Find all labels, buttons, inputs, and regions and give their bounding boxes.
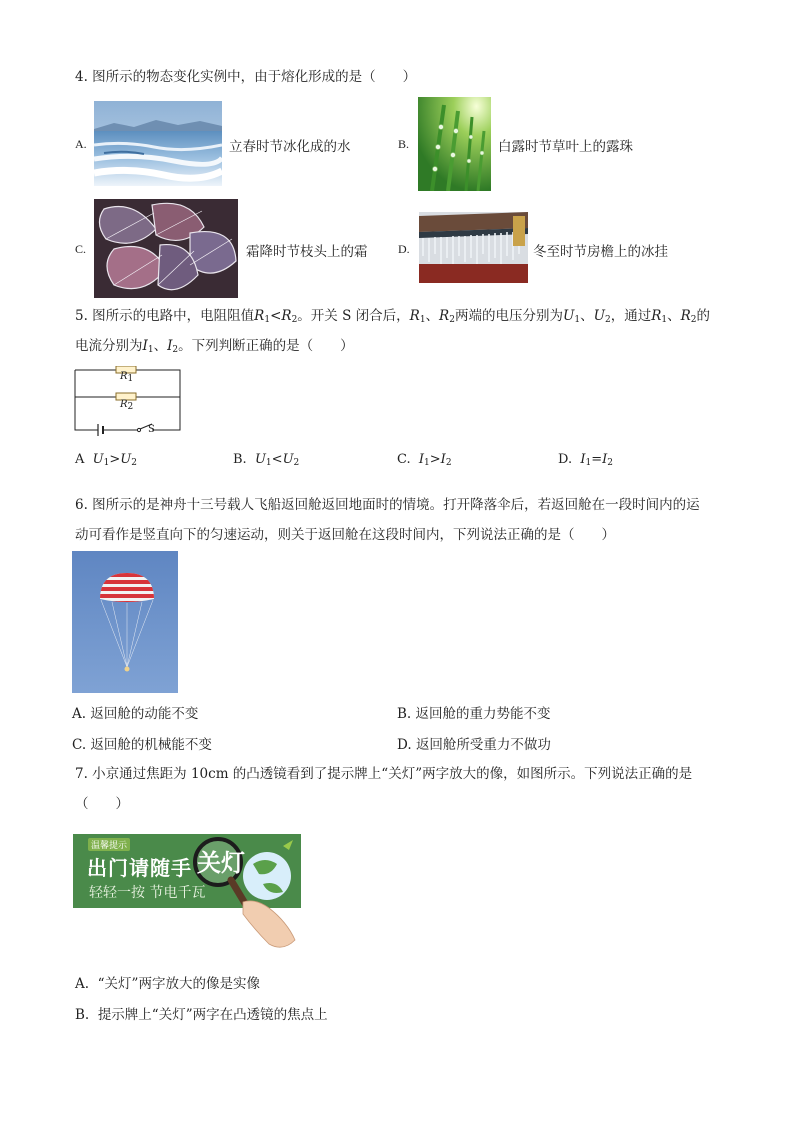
sign-highlight-text: 关灯 xyxy=(197,849,245,877)
q4-image-dew-grass xyxy=(418,97,491,191)
q4-image-frost-leaves xyxy=(94,199,238,298)
q4-option-d-letter: D. xyxy=(398,242,410,256)
q6-option-c xyxy=(72,733,212,753)
q6-option-a-text: 返回舱的动能不变 xyxy=(90,706,199,722)
q5-option-a-letter: A xyxy=(75,452,85,467)
q4-option-c-letter: C. xyxy=(75,242,87,256)
q6-option-a-letter: A. xyxy=(72,706,87,722)
q5-option-c: C. $I_1>I_2$ xyxy=(397,452,452,468)
q4-option-d-caption: 冬至时节房檐上的冰挂 xyxy=(533,244,668,260)
q6-option-d-letter: D. xyxy=(397,737,412,753)
q5-stem-text-e: 的 xyxy=(696,308,711,324)
q7-option-b-text: 提示牌上“关灯”两字在凸透镜的焦点上 xyxy=(97,1007,328,1023)
q5-option-b: B. $U_1<U_2$ xyxy=(233,452,300,468)
q6-option-c-letter: C. xyxy=(72,737,87,753)
q5-option-d: D. $I_1=I_2$ xyxy=(558,452,614,468)
q5-option-b-letter: B. xyxy=(233,452,247,467)
q4-image-icicles-eaves xyxy=(419,212,528,283)
q4-image-melting-ice xyxy=(94,101,222,186)
circuit-label-r2: $R_2$ xyxy=(120,399,134,412)
q4-option-b-caption: 白露时节草叶上的露珠 xyxy=(498,139,633,155)
q5-stem-text-g: 。下列判断正确的是（ ） xyxy=(178,338,354,354)
q5-stem-text-f: 电流分别为 xyxy=(75,338,143,354)
q5-stem-text-c: 两端的电压分别为 xyxy=(454,308,563,324)
q5-stem-text-b: 。开关 S 闭合后， xyxy=(297,308,410,324)
sign-sub-text: 轻轻一按 节电千瓦 xyxy=(89,885,206,901)
q5-stem-text-a: 5. 图所示的电路中，电阻阻值 xyxy=(75,308,255,324)
q6-stem-line2: 动可看作是竖直向下的匀速运动，则关于返回舱在这段时间内，下列说法正确的是（ ） xyxy=(75,527,615,543)
q4-option-b-letter: B. xyxy=(398,137,410,151)
q6-option-b-text: 返回舱的重力势能不变 xyxy=(415,706,551,722)
q7-stem-line1: 7. 小京通过焦距为 10cm 的凸透镜看到了提示牌上“关灯”两字放大的像，如图所示。下列说法正确的是 xyxy=(75,766,693,782)
q7-option-a-text: “关灯”两字放大的像是实像 xyxy=(97,976,260,992)
sign-main-text: 出门请随手 xyxy=(87,856,192,880)
q6-option-a xyxy=(72,702,198,722)
q7-stem-line2: （ ） xyxy=(75,796,129,812)
q5-stem-line1: 5. 图所示的电路中，电阻阻值$R_1<R_2$。开关 S 闭合后，$R_1$、$R_2$两端的电压分别为$U_1$、$U_2$，通过$R_1$、$R_2$的 xyxy=(75,308,711,325)
q6-option-c-text: 返回舱的机械能不变 xyxy=(90,737,212,753)
q5-option-d-letter: D. xyxy=(558,452,573,467)
q6-option-b-letter: B. xyxy=(397,706,412,722)
circuit-label-switch: S xyxy=(148,424,155,435)
q5-option-a: A $U_1>U_2$ xyxy=(75,452,137,468)
q6-stem-line1: 6. 图所示的是神舟十三号载人飞船返回舱返回地面时的情境。打开降落伞后，若返回舱在一段时间内的运 xyxy=(75,497,700,513)
q7-option-b-letter: B. xyxy=(75,1007,90,1023)
sign-tag: 温馨提示 xyxy=(88,838,130,851)
q7-option-a xyxy=(75,972,260,992)
q6-option-d xyxy=(397,733,551,753)
q4-option-a-caption: 立春时节冰化成的水 xyxy=(229,139,351,155)
circuit-label-r1: $R_1$ xyxy=(120,371,134,384)
q4-option-c-caption: 霜降时节枝头上的霜 xyxy=(246,244,368,260)
q4-stem: 4. 图所示的物态变化实例中，由于熔化形成的是（ ） xyxy=(75,69,417,85)
q5-stem-line2: 电流分别为$I_1$、$I_2$。下列判断正确的是（ ） xyxy=(75,338,354,355)
q7-image-sign-magnifier xyxy=(73,834,301,954)
q7-option-b xyxy=(75,1003,328,1023)
q6-image-return-capsule-parachute xyxy=(72,551,178,693)
q7-option-a-letter: A. xyxy=(75,976,90,992)
q6-option-d-text: 返回舱所受重力不做功 xyxy=(415,737,551,753)
q5-circuit-diagram xyxy=(72,366,184,436)
q4-option-a-letter: A. xyxy=(75,137,87,151)
q6-option-b xyxy=(397,702,551,722)
q5-option-c-letter: C. xyxy=(397,452,411,467)
q5-stem-text-d: ，通过 xyxy=(610,308,652,324)
